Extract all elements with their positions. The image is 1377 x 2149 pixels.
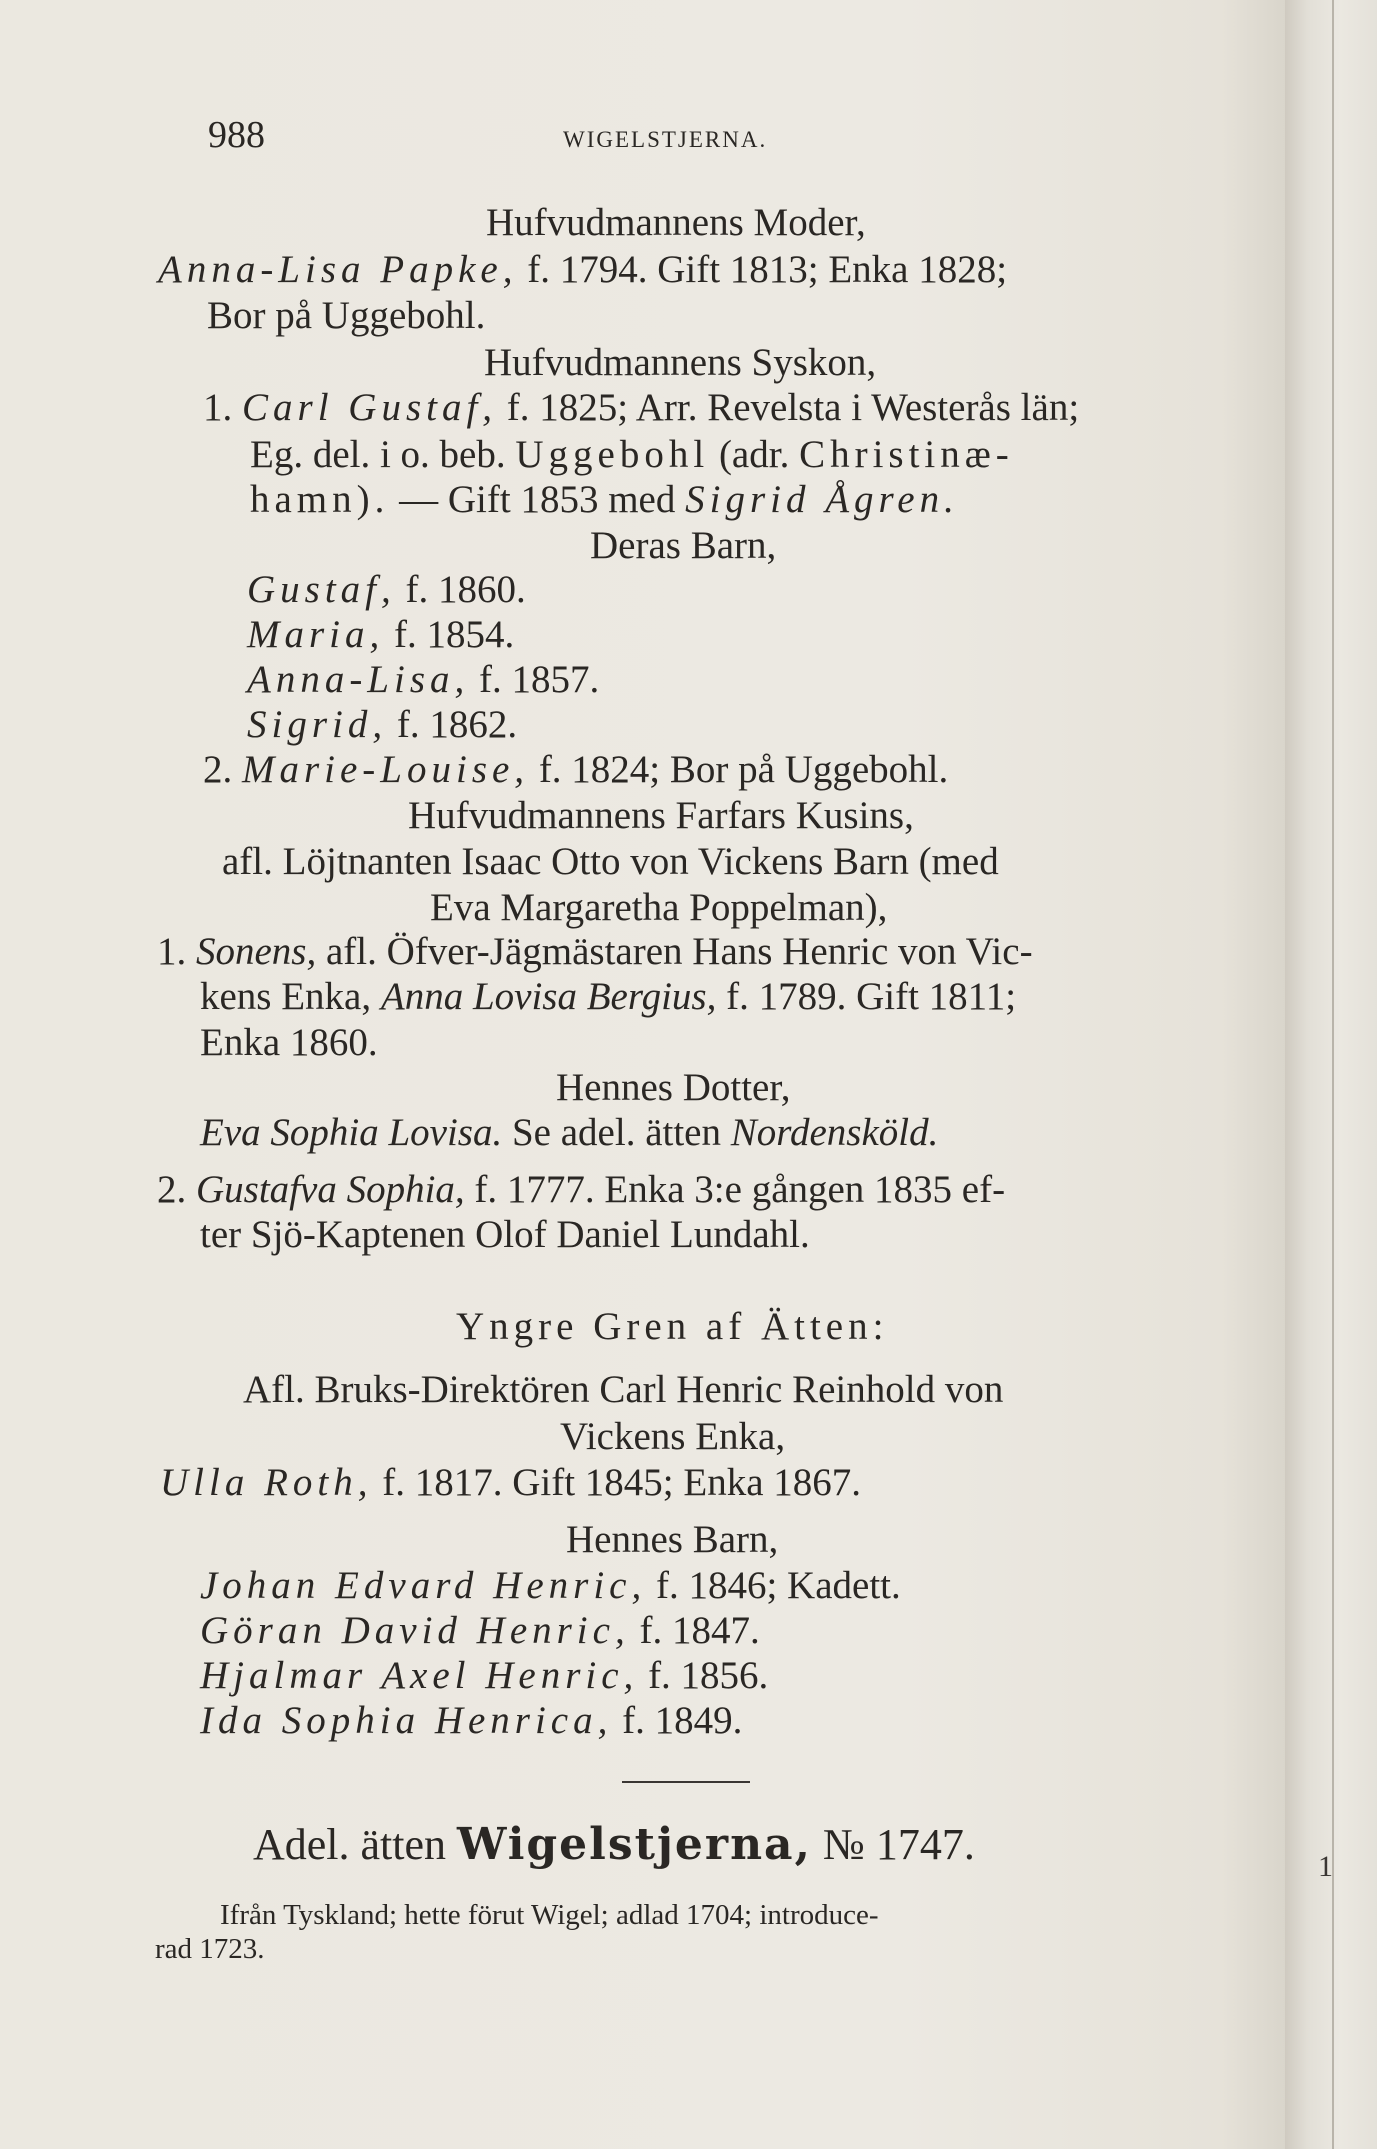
- person-name: Nordensköld.: [730, 1111, 939, 1154]
- text-line: Anna-Lisa, f. 1857.: [247, 658, 600, 701]
- family-note: Ifrån Tyskland; hette förut Wigel; adlad 1704; introduce-: [220, 1899, 879, 1931]
- page-number: 988: [208, 114, 265, 156]
- heading-dotter: Hennes Dotter,: [556, 1066, 791, 1109]
- gutter-line: [1332, 0, 1334, 2149]
- heading-syskon: Hufvudmannens Syskon,: [484, 341, 877, 384]
- heading-moder: Hufvudmannens Moder,: [486, 201, 866, 244]
- text-line: Enka 1860.: [200, 1021, 378, 1064]
- text-line: Göran David Henric, f. 1847.: [200, 1609, 760, 1652]
- person-name: Sigrid Ågren.: [685, 478, 959, 521]
- running-title: WIGELSTJERNA.: [563, 127, 768, 152]
- text-line: afl. Löjtnanten Isaac Otto von Vickens Barn (med: [222, 840, 999, 883]
- person-name: Anna Lovisa Bergius,: [380, 975, 717, 1018]
- text-line: 2. Marie-Louise, f. 1824; Bor på Uggebohl.: [203, 748, 949, 791]
- text-line: Eg. del. i o. beb. Uggebohl (adr. Christinæ-: [250, 433, 1014, 476]
- section-divider: [622, 1781, 750, 1783]
- text-line: Vickens Enka,: [560, 1415, 786, 1458]
- family-name: Wigelstjerna,: [457, 1819, 812, 1870]
- margin-mark: 1: [1318, 1850, 1333, 1883]
- text-line: Ulla Roth, f. 1817. Gift 1845; Enka 1867.: [160, 1461, 862, 1504]
- text-line: Anna-Lisa Papke, f. 1794. Gift 1813; Enka 1828;: [158, 248, 1008, 291]
- text-line: Eva Sophia Lovisa. Se adel. ätten Nordensköld.: [200, 1111, 939, 1154]
- text-line: 1. Sonens, afl. Öfver-Jägmästaren Hans Henric von Vic-: [157, 930, 1033, 973]
- person-name: Carl Gustaf,: [242, 386, 498, 429]
- person-name: Ulla Roth,: [160, 1461, 373, 1504]
- text-line: Eva Margaretha Poppelman),: [430, 886, 888, 929]
- person-name: Sigrid,: [247, 703, 388, 746]
- text-line: 2. Gustafva Sophia, f. 1777. Enka 3:e gången 1835 ef-: [157, 1168, 1006, 1211]
- person-name: Gustafva Sophia,: [196, 1168, 465, 1211]
- text-line: Sigrid, f. 1862.: [247, 703, 518, 746]
- family-title: Adel. ätten Wigelstjerna, № 1747.: [253, 1819, 975, 1870]
- text-line: Afl. Bruks-Direktören Carl Henric Reinhold von: [243, 1368, 1004, 1411]
- heading-barn: Deras Barn,: [590, 524, 777, 567]
- text-line: 1. Carl Gustaf, f. 1825; Arr. Revelsta i Westerås län;: [203, 386, 1080, 429]
- text-line: Ida Sophia Henrica, f. 1849.: [200, 1699, 743, 1742]
- person-name: Anna-Lisa Papke,: [158, 248, 518, 291]
- person-name: Hjalmar Axel Henric,: [200, 1654, 639, 1697]
- heading-hennes-barn: Hennes Barn,: [566, 1518, 779, 1561]
- section-heading: Yngre Gren af Ätten:: [456, 1305, 889, 1348]
- person-name: Anna-Lisa,: [247, 658, 470, 701]
- person-name: Sonens,: [196, 930, 317, 973]
- person-name: Göran David Henric,: [200, 1609, 630, 1652]
- person-name: Ida Sophia Henrica,: [200, 1699, 613, 1742]
- person-name: Eva Sophia Lovisa.: [200, 1111, 503, 1154]
- heading-kusins: Hufvudmannens Farfars Kusins,: [408, 794, 914, 837]
- person-name: Gustaf,: [247, 568, 396, 611]
- text-line: kens Enka, Anna Lovisa Bergius, f. 1789. Gift 1811;: [200, 975, 1017, 1018]
- text-line: hamn). — Gift 1853 med Sigrid Ågren.: [250, 478, 959, 521]
- page-gutter: [1285, 0, 1377, 2149]
- person-name: Johan Edvard Henric,: [200, 1564, 647, 1607]
- family-note: rad 1723.: [155, 1933, 265, 1965]
- text-line: Gustaf, f. 1860.: [247, 568, 526, 611]
- text-line: ter Sjö-Kaptenen Olof Daniel Lundahl.: [200, 1213, 810, 1256]
- text-line: Hjalmar Axel Henric, f. 1856.: [200, 1654, 769, 1697]
- text-line: Johan Edvard Henric, f. 1846; Kadett.: [200, 1564, 901, 1607]
- text-line: Maria, f. 1854.: [247, 613, 515, 656]
- text-line: Bor på Uggebohl.: [207, 294, 486, 337]
- person-name: Maria,: [247, 613, 385, 656]
- person-name: Marie-Louise,: [242, 748, 530, 791]
